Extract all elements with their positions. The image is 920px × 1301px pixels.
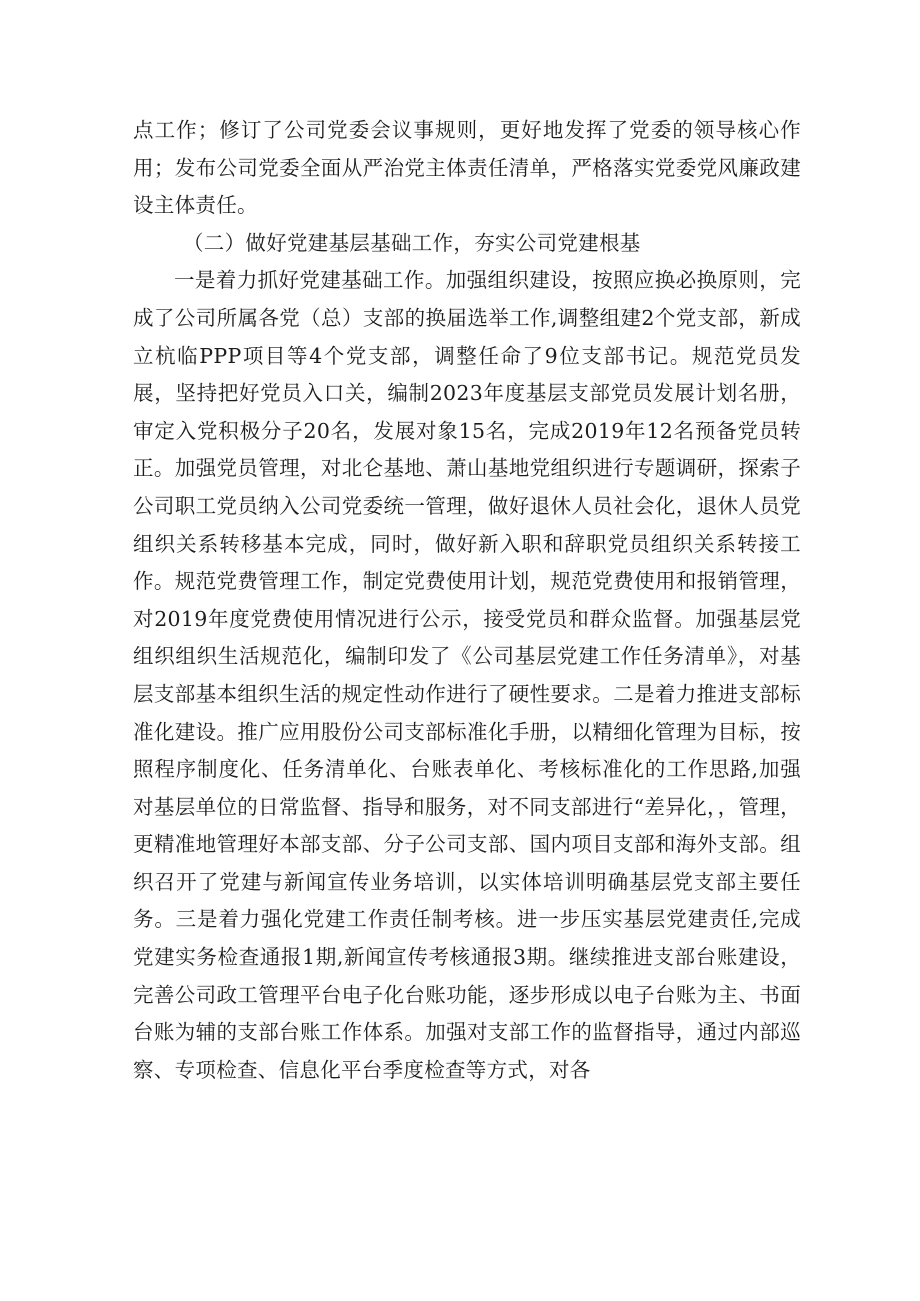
- document-body: [133, 112, 801, 1089]
- section-heading: （二）做好党建基层基础工作，夯实公司党建根基: [183, 230, 641, 255]
- paragraph-continuation: 点工作；修订了公司党委会议事规则，更好地发挥了党委的领导核心作用；发布公司党委全面从严治党主体责任清单，严格落实党委党风廉政建设主体责任。: [133, 118, 801, 218]
- paragraph-body: 一是着力抓好党建基础工作。加强组织建设，按照应换必换原则，完成了公司所属各党（总）支部的换届选举工作,调整组建2个党支部，新成立杭临PPP项目等4个党支部，调整任命了9位支部书记。规范党员发展，坚持把好党员入口关，编制2023年度基层支部党员发展计划名册，审定入党积极分子20名，发展对象15名，完成2019年12名预备党员转正。加强党员管理，对北仑基地、萧山基地党组织进行专题调研，探索子公司职工党员纳入公司党委统一管理，做好退休人员社会化，退休人员党组织关系转移基本完成，同时，做好新入职和辞职党员组织关系转接工作。规范党费管理工作，制定党费使用计划，规范党费使用和报销管理，对2019年度党费使用情况进行公示，接受党员和群众监督。加强基层党组织组织生活规范化，编制印发了《公司基层党建工作任务清单》，对基层支部基本组织生活的规定性动作进行了硬性要求。二是着力推进支部标准化建设。推广应用股份公司支部标准化手册，以精细化管理为目标，按照程序制度化、任务清单化、台账表单化、考核标准化的工作思路,加强对基层单位的日常监督、指导和服务，对不同支部进行“差异化，，管理，更精准地管理好本部支部、分子公司支部、国内项目支部和海外支部。组织召开了党建与新闻宣传业务培训，以实体培训明确基层党支部主要任务。三是着力强化党建工作责任制考核。进一步压实基层党建责任,完成党建实务检查通报1期,新闻宣传考核通报3期。继续推进支部台账建设，完善公司政工管理平台电子化台账功能，逐步形成以电子台账为主、书面台账为辅的支部台账工作体系。加强对支部工作的监督指导，通过内部巡察、专项检查、信息化平台季度检查等方式，对各: [133, 268, 801, 1082]
